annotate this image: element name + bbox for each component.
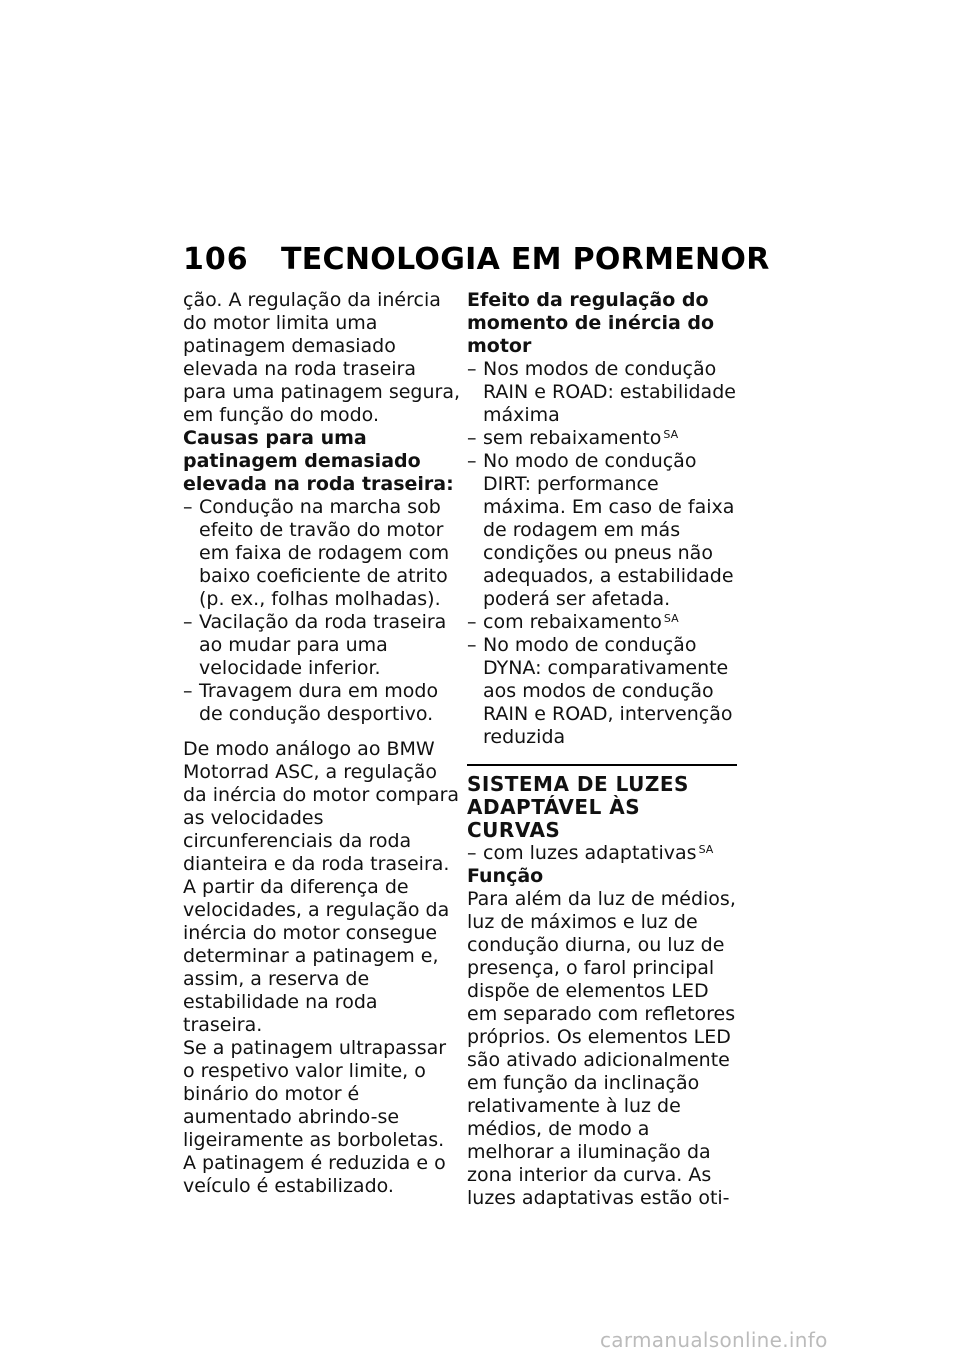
list-marker: –: [467, 634, 477, 656]
left-column: [183, 289, 461, 1198]
list-item-text: No modo de condução DIRT: performance máxima. Em caso de faixa de rodagem em más condições ou pneus não adequados, a estabilidade poderá ser afetada.: [483, 450, 735, 610]
list-marker: –: [467, 358, 477, 380]
list-item-text: Condução na marcha sob efeito de travão do motor em faixa de rodagem com baixo coeficiente de atrito (p. ex., folhas molhadas).: [199, 496, 450, 610]
function-paragraph: Para além da luz de médios, luz de máximos e luz de condução diurna, ou luz de presença, o farol principal dispõe de elementos LED em separado com refletores próprios. Os elementos LED são ativado adicionalmente em função da inclinação relativamente à luz de médios, de modo a melhorar a iluminação da zona interior da curva. As luzes adaptativas estão oti-: [467, 888, 736, 1209]
variant-label: com rebaixamento: [483, 611, 662, 633]
intro-paragraph: ção. A regulação da inércia do motor limita uma patinagem demasiado elevada na roda traseira para uma patinagem segura, em função do modo.: [183, 289, 461, 426]
list-item-text: No modo de condução DYNA: comparativamente aos modos de condução RAIN e ROAD, intervenção reduzida: [483, 634, 733, 748]
list-marker: –: [183, 611, 193, 633]
list-item: [183, 496, 461, 611]
variant-note: [467, 842, 737, 865]
sa-mark: SA: [663, 612, 679, 625]
causes-heading: Causas para uma patinagem demasiado elevada na roda traseira:: [183, 427, 454, 495]
section-title: SISTEMA DE LUZES ADAPTÁVEL ÀS CURVAS: [467, 772, 689, 842]
body-paragraph: De modo análogo ao BMW Motorrad ASC, a regulação da inércia do motor compara as velocidades circunferenciais da roda dianteira e da roda traseira.: [183, 738, 460, 875]
list-item-text: Vacilação da roda traseira ao mudar para uma velocidade inferior.: [199, 611, 447, 679]
effect-heading: Efeito da regulação do momento de inércia do motor: [467, 289, 715, 357]
list-item-text: Travagem dura em modo de condução desportivo.: [199, 680, 439, 725]
list-marker: –: [467, 842, 477, 864]
page-title: TECNOLOGIA EM PORMENOR: [281, 242, 770, 277]
list-item: [467, 450, 737, 611]
section-divider: [467, 764, 737, 766]
variant-note: [467, 427, 737, 450]
variant-label: sem rebaixamento: [483, 427, 662, 449]
list-marker: –: [467, 427, 477, 449]
list-item-text: Nos modos de condução RAIN e ROAD: estabilidade máxima: [483, 358, 736, 426]
list-marker: –: [467, 450, 477, 472]
list-item: [183, 680, 461, 726]
page-number: 106: [183, 242, 249, 277]
variant-note: [467, 611, 737, 634]
body-paragraph: A partir da diferença de velocidades, a regulação da inércia do motor consegue determinar a patinagem e, assim, a reserva de estabilidade na roda traseira.: [183, 876, 450, 1036]
sa-mark: SA: [698, 843, 714, 856]
variant-label: com luzes adaptativas: [483, 842, 697, 864]
watermark: carmanualsonline.info: [600, 1328, 828, 1352]
function-heading: Função: [467, 865, 544, 887]
list-marker: –: [183, 496, 193, 518]
list-marker: –: [467, 611, 477, 633]
sa-mark: SA: [663, 428, 679, 441]
list-item: [183, 611, 461, 680]
page-header: [183, 240, 770, 280]
right-column: [467, 289, 737, 1210]
body-paragraph: Se a patinagem ultrapassar o respetivo valor limite, o binário do motor é aumentado abrindo-se ligeiramente as borboletas. A patinagem é reduzida e o veículo é estabilizado.: [183, 1037, 447, 1197]
list-item: [467, 358, 737, 427]
list-marker: –: [183, 680, 193, 702]
list-item: [467, 634, 737, 749]
